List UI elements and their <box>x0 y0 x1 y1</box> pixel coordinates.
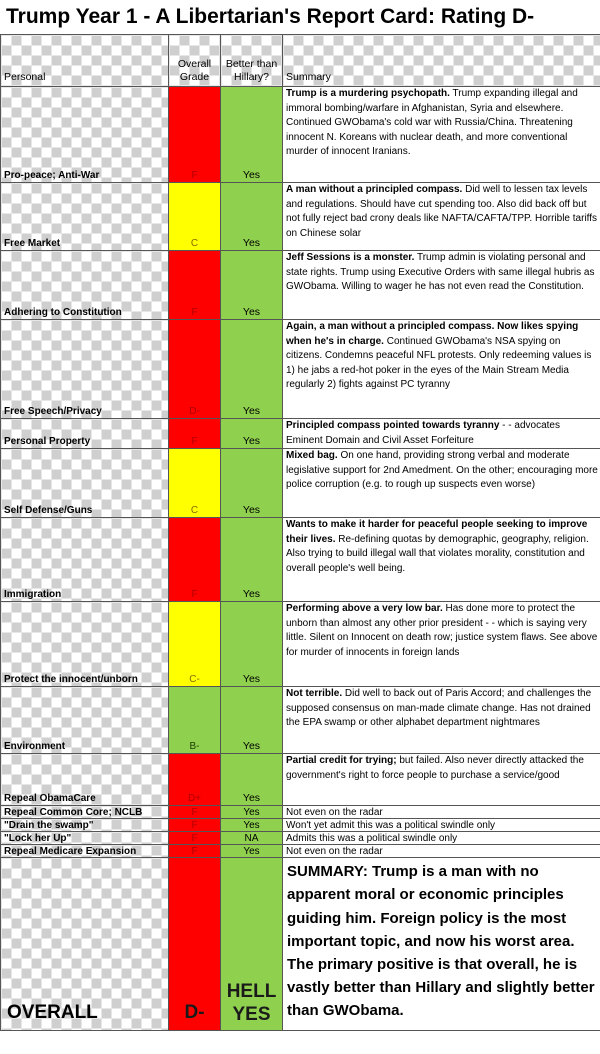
header-row <box>1 35 600 87</box>
row-summary-text: but failed. Also never directly attacked the government's right to force people to purchase a service/good <box>286 755 584 781</box>
row-summary-text: Not even on the radar <box>286 806 383 818</box>
row-summary-bold: Performing above a very low bar. <box>286 603 443 615</box>
overall-better-than-hillary <box>221 858 283 1031</box>
header-summary: Summary <box>283 35 600 87</box>
row-grade: F <box>169 419 221 449</box>
row-category: Free Speech/Privacy <box>1 320 169 419</box>
row-category: Pro-peace; Anti-War <box>1 87 169 183</box>
row-category: "Drain the swamp" <box>1 819 169 832</box>
row-summary-bold: Not terrible. <box>286 688 343 700</box>
row-category: Environment <box>1 687 169 754</box>
row-better-than-hillary: Yes <box>221 419 283 449</box>
row-category: Protect the innocent/unborn <box>1 602 169 687</box>
row-summary <box>283 754 600 806</box>
row-summary-text: - - advocates Eminent Domain and Civil Asset Forfeiture <box>286 420 560 446</box>
overall-label: OVERALL <box>1 858 169 1031</box>
header-better-than-hillary: Better than Hillary? <box>221 35 283 87</box>
row-summary <box>283 845 600 858</box>
row-category: Adhering to Constitution <box>1 251 169 320</box>
row-grade: F <box>169 87 221 183</box>
table-row <box>1 806 600 819</box>
row-summary-text: Has done more to protect the unborn than almost any other prior president - - which is saying very little. Silent on Innocent on death row; justice system flaws. See above for murder of innocents in foreign lands <box>286 603 598 658</box>
row-better-than-hillary: Yes <box>221 87 283 183</box>
row-summary <box>283 806 600 819</box>
table-row <box>1 87 600 183</box>
row-summary-bold: Wants to make it harder for peaceful people seeking to improve their lives. <box>286 519 588 545</box>
overall-row <box>1 858 600 1031</box>
row-summary-bold: Principled compass pointed towards tyranny <box>286 420 500 431</box>
row-summary <box>283 819 600 832</box>
row-grade: C- <box>169 602 221 687</box>
row-better-than-hillary: Yes <box>221 183 283 251</box>
row-category: Repeal Medicare Expansion <box>1 845 169 858</box>
row-summary <box>283 419 600 449</box>
row-grade: F <box>169 518 221 602</box>
row-better-than-hillary: Yes <box>221 449 283 518</box>
table-row <box>1 518 600 602</box>
row-summary <box>283 518 600 602</box>
row-grade: F <box>169 251 221 320</box>
row-better-than-hillary: Yes <box>221 251 283 320</box>
row-summary-bold: A man without a principled compass. <box>286 184 463 195</box>
row-summary <box>283 251 600 320</box>
row-better-than-hillary: NA <box>221 832 283 845</box>
table-row <box>1 845 600 858</box>
row-summary-text: Not even on the radar <box>286 845 383 857</box>
row-better-than-hillary: Yes <box>221 819 283 832</box>
overall-better-line1: HELL <box>226 981 277 1003</box>
page-title: Trump Year 1 - A Libertarian's Report Card: Rating D- <box>6 5 535 28</box>
row-summary-text: Did well to back out of Paris Accord; and challenges the supposed consensus on man-made climate change. Has not drained the EPA swamp or other alphabet department nightmares <box>286 688 592 729</box>
row-summary-bold: Jeff Sessions is a monster. <box>286 252 415 263</box>
row-summary-bold: Again, a man without a principled compass. Now likes spying when he's in charge. <box>286 321 579 347</box>
table-row <box>1 832 600 845</box>
row-summary-bold: Mixed bag. <box>286 450 338 462</box>
table-row <box>1 251 600 320</box>
table-row <box>1 819 600 832</box>
row-summary-text: Did well to lessen tax levels and regulations. Should have cut spending too. Also did back off but not fully reject bad crony deals like NAFTA/CAFTA/TPP. Horrible tariffs on Chinese solar <box>286 184 598 239</box>
row-grade: F <box>169 832 221 845</box>
row-grade: C <box>169 449 221 518</box>
row-category: Repeal ObamaCare <box>1 754 169 806</box>
overall-better-line2: YES <box>232 1004 271 1026</box>
row-grade: F <box>169 819 221 832</box>
row-summary-bold: Partial credit for trying; <box>286 755 397 767</box>
header-personal: Personal <box>1 35 169 87</box>
header-overall-grade: Overall Grade <box>169 35 221 87</box>
row-better-than-hillary: Yes <box>221 806 283 819</box>
table-row <box>1 754 600 806</box>
row-category: Repeal Common Core; NCLB <box>1 806 169 819</box>
table-row <box>1 602 600 687</box>
row-grade: D+ <box>169 754 221 806</box>
row-category: Free Market <box>1 183 169 251</box>
row-summary <box>283 87 600 183</box>
table-row <box>1 419 600 449</box>
row-summary-text: Trump expanding illegal and immoral bombing/warfare in Afghanistan, Syria and elsewhere. Continued GWObama's cold war with Russia/China. Threatening innocent N. Koreans with nuclear death, and more conventional murder of innocent Iranians. <box>286 88 578 158</box>
row-better-than-hillary: Yes <box>221 754 283 806</box>
row-better-than-hillary: Yes <box>221 687 283 754</box>
report-card-table <box>0 34 600 1031</box>
overall-grade: D- <box>169 858 221 1031</box>
row-summary-text: Admits this was a political swindle only <box>286 832 458 844</box>
row-summary <box>283 320 600 419</box>
row-grade: F <box>169 806 221 819</box>
row-grade: C <box>169 183 221 251</box>
table-row <box>1 687 600 754</box>
row-better-than-hillary: Yes <box>221 518 283 602</box>
row-better-than-hillary: Yes <box>221 320 283 419</box>
row-category: Self Defense/Guns <box>1 449 169 518</box>
row-summary-bold: Trump is a murdering psychopath. <box>286 88 450 99</box>
row-category: Personal Property <box>1 419 169 449</box>
row-summary <box>283 602 600 687</box>
table-row <box>1 183 600 251</box>
row-better-than-hillary: Yes <box>221 602 283 687</box>
row-summary-text: Continued GWObama's NSA spying on citizens. Condemns peaceful NFL protests. Only redeeming values is 1) he jabs a red-hot poker in the eyes of the Main Stream Media regularly 2) fights against PC tyranny <box>286 335 592 391</box>
row-summary-text: Won't yet admit this was a political swindle only <box>286 819 496 831</box>
table-row <box>1 320 600 419</box>
row-summary <box>283 687 600 754</box>
table-row <box>1 449 600 518</box>
overall-summary: SUMMARY: Trump is a man with no apparent moral or economic principles guiding him. Foreign policy is the most important topic, and now his worst area. The primary positive is that overall, he is vastly better than Hillary and slightly better than GWObama. <box>283 858 600 1031</box>
row-category: "Lock her Up" <box>1 832 169 845</box>
row-grade: F <box>169 845 221 858</box>
row-summary <box>283 832 600 845</box>
row-summary <box>283 183 600 251</box>
row-summary-text: Re-defining quotas by demographic, geography, religion. Also trying to build illegal wall that violates morality, constitution and overall people's well being. <box>286 533 589 574</box>
row-grade: D- <box>169 320 221 419</box>
row-category: Immigration <box>1 518 169 602</box>
row-grade: B- <box>169 687 221 754</box>
row-better-than-hillary: Yes <box>221 845 283 858</box>
report-card-body <box>1 87 600 858</box>
row-summary-text: On one hand, providing strong verbal and moderate legislative support for 2nd Amedment. On the other; encouraging more police corruption (e.g. to rough up suspects even worse) <box>286 450 598 491</box>
row-summary-text: Trump admin is violating personal and state rights. Trump using Executive Orders with same illegal hubris as GWObama. Willing to wager he has not even read the Constitution. <box>286 252 595 293</box>
row-summary <box>283 449 600 518</box>
